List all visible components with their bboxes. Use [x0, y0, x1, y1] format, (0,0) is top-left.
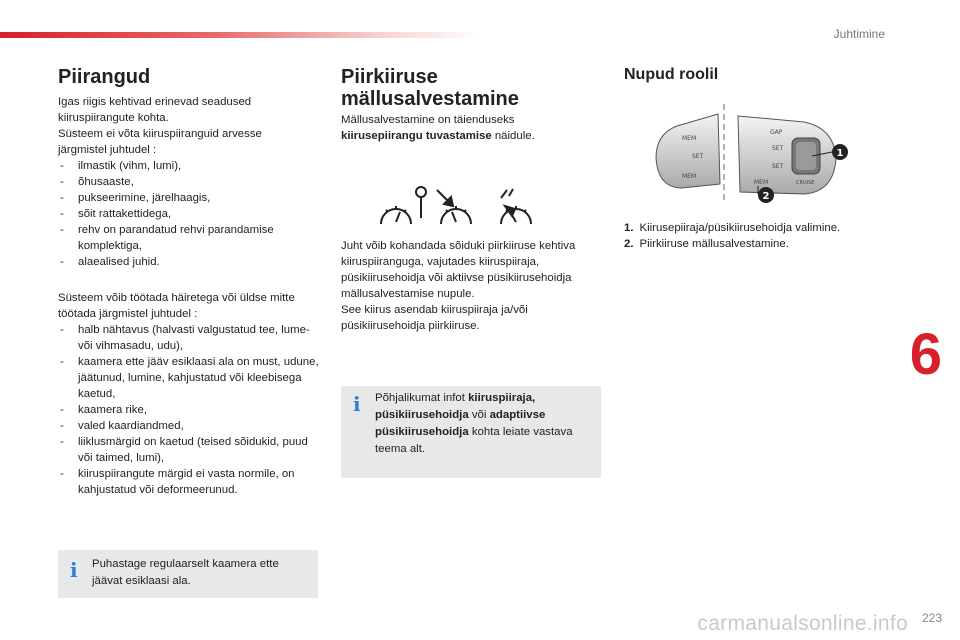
malfunction-list [58, 322, 320, 498]
list-item: - kaamera ette jääv esiklaasi ala on must, udune, jäätunud, lumine, kahjustatud või kleebisega kaetud, [58, 354, 320, 402]
set-label: SET [692, 153, 704, 160]
section-title-memorisation-1: Piirkiiruse [341, 66, 438, 88]
note-text: Puhastage regulaarselt kaamera ette jäävat esiklaasi ala. [92, 558, 279, 587]
body-line: püsikiirusehoidja või aktiivse püsikiirusehoidja [341, 272, 572, 284]
intro-line: kiiruspiirangute kohta. [58, 112, 169, 124]
list-item: - õhusaaste, [58, 174, 320, 190]
intro-line-2: kiirusepiirangu tuvastamise näidule. [341, 130, 535, 142]
list-item: - alaealised juhid. [58, 254, 320, 270]
body-line: mällusalvestamise nupule. [341, 288, 475, 300]
para-line: töötada järgmistel juhtudel : [58, 308, 198, 320]
info-icon: i [353, 392, 361, 416]
list-item: - liiklusmärgid on kaetud (teised sõidukid, puud või taimed, lumi), [58, 434, 320, 466]
page-number: 223 [921, 611, 942, 625]
svg-text:1: 1 [836, 148, 844, 159]
note-box-more-info [341, 386, 601, 478]
chapter-number: 6 [909, 322, 942, 387]
list-item: - pukseerimine, järelhaagis, [58, 190, 320, 206]
section-title-steering-buttons: Nupud roolil [624, 66, 719, 83]
header-accent-bar [0, 32, 480, 38]
list-item: - sõit rattakettidega, [58, 206, 320, 222]
para-line: Süsteem võib töötada häiretega või üldse mitte [58, 292, 295, 304]
chapter-title: Juhtimine [833, 27, 885, 41]
steering-switch-illustration [654, 102, 864, 210]
right-stalk [738, 116, 836, 194]
speed-icons-row [377, 184, 547, 228]
cruise-control-icon [437, 190, 471, 224]
steering-buttons-legend [624, 220, 894, 252]
body-line: Juht võib kohandada sõiduki piirkiiruse kehtiva [341, 240, 576, 252]
section-title-restrictions: Piirangud [58, 66, 151, 88]
list-item: - kiiruspiirangute märgid ei vasta normile, on kahjustatud või deformeerunud. [58, 466, 320, 498]
body-line: See kiirus asendab kiiruspiiraja ja/või [341, 304, 528, 316]
mem-label: MEM [682, 173, 697, 180]
list-item: 1. Kiirusepiiraja/püsikiirusehoidja valimine. [624, 222, 841, 234]
mem-label: MEM [682, 135, 697, 142]
intro-line: Igas riigis kehtivad erinevad seadused [58, 96, 252, 108]
cruise-label: CRUISE [796, 180, 815, 186]
adaptive-cruise-icon [501, 189, 531, 224]
list-item: - kaamera rike, [58, 402, 320, 418]
list-item: - ilmastik (vihm, lumi), [58, 158, 320, 174]
set-label: SET [772, 145, 784, 152]
list-item: - rehv on parandatud rehvi parandamise komplektiga, [58, 222, 320, 254]
memorisation-body [341, 238, 603, 334]
restrictions-intro [58, 94, 320, 270]
restrictions-list [58, 158, 320, 270]
intro-line: Süsteem ei võta kiiruspiiranguid arvesse [58, 128, 262, 140]
svg-text:2: 2 [762, 191, 770, 202]
gap-label: GAP [770, 129, 783, 136]
speed-limiter-icon [381, 187, 426, 224]
section-title-memorisation-2: mällusalvestamine [341, 88, 519, 110]
info-icon: i [70, 558, 78, 582]
intro-line: Mällusalvestamine on täienduseks [341, 114, 515, 126]
watermark: carmanualsonline.info [697, 612, 908, 635]
left-stalk [656, 114, 720, 188]
body-line: püsikiirusehoidja piirkiiruse. [341, 320, 480, 332]
note-text: Põhjalikumat infot kiiruspiiraja, püsikiirusehoidja või adaptiivse püsikiirusehoidja kohta leiate vastava teema alt. [375, 392, 573, 455]
body-line: kiiruspiiranguga, vajutades kiiruspiiraja, [341, 256, 540, 268]
list-item: - halb nähtavus (halvasti valgustatud tee, lume- või vihmasadu, udu), [58, 322, 320, 354]
list-item: - valed kaardiandmed, [58, 418, 320, 434]
malfunction-section [58, 290, 320, 498]
list-item: 2. Piirkiiruse mällusalvestamine. [624, 238, 789, 250]
intro-line: järgmistel juhtudel : [58, 144, 157, 156]
memorisation-intro [341, 112, 603, 144]
note-box-camera [58, 550, 318, 598]
set-label: SET [772, 163, 784, 170]
mem-label: MEM [754, 179, 769, 186]
